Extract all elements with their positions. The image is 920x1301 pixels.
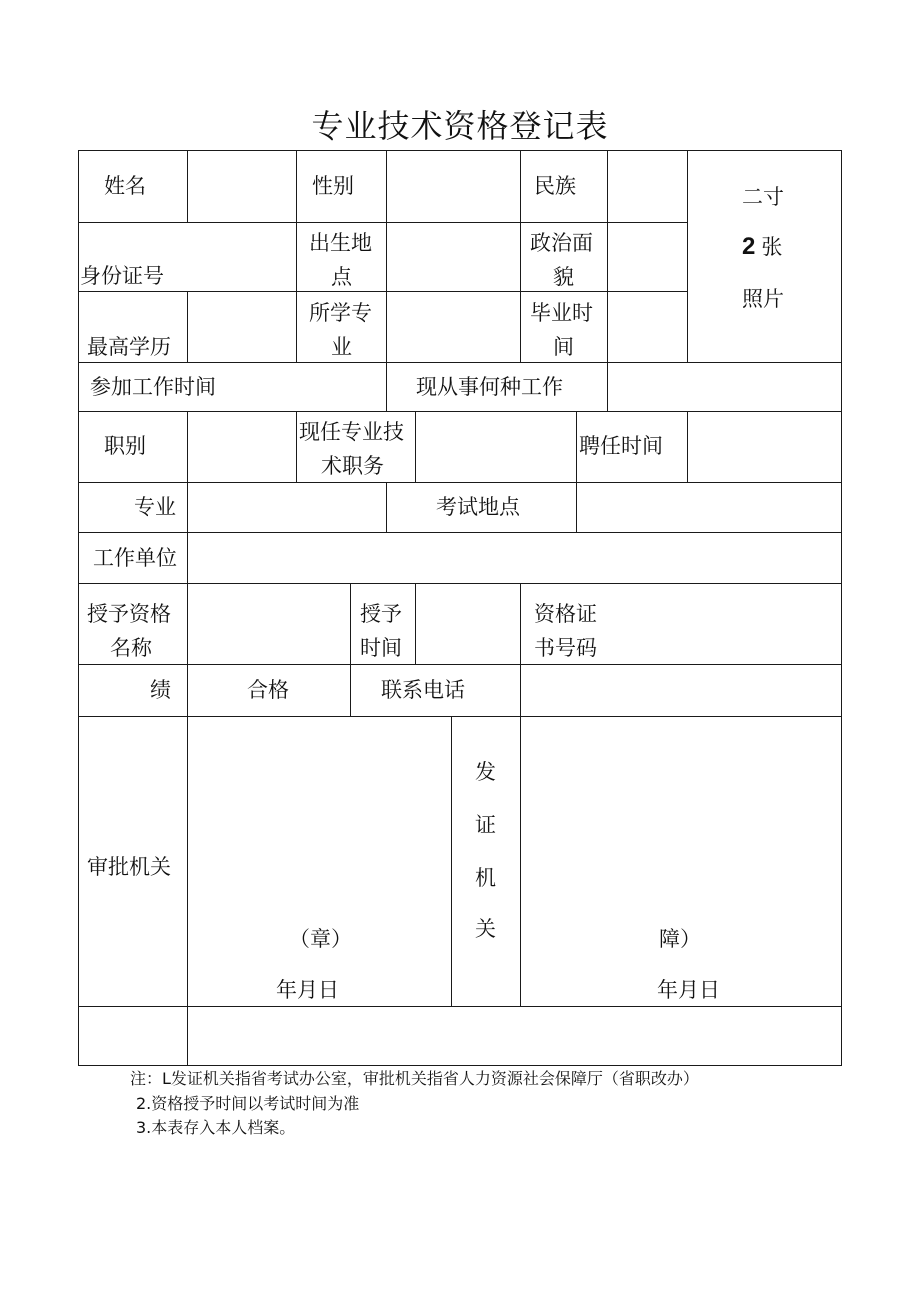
field-approval-seal[interactable]: [188, 717, 451, 1006]
label-work-start: 参加工作时间: [90, 375, 216, 399]
col-divider: [451, 716, 452, 1006]
field-appoint-time[interactable]: [688, 412, 841, 482]
field-major-studied[interactable]: [387, 292, 520, 362]
col-divider: [386, 482, 387, 532]
label-issuer-char1: 发: [475, 760, 496, 784]
label-qual-name-line2: 名称: [110, 636, 152, 660]
field-current-post[interactable]: [416, 412, 576, 482]
field-employer[interactable]: [188, 533, 841, 583]
label-birthplace-line2: 点: [331, 265, 352, 289]
label-graduation-line1: 毕业时: [530, 301, 593, 325]
label-qual-name-line1: 授予资格: [87, 602, 171, 626]
col-divider: [520, 150, 521, 362]
label-cert-no-line2: 书号码: [534, 636, 597, 660]
label-issuer-char4: 关: [475, 917, 496, 941]
col-divider: [187, 664, 188, 716]
label-graduation-line2: 间: [553, 335, 574, 359]
label-phone: 联系电话: [381, 678, 465, 702]
field-education[interactable]: [188, 292, 296, 362]
label-exam-place: 考试地点: [436, 495, 520, 519]
field-ethnicity[interactable]: [608, 151, 687, 222]
photo-label-count: [742, 230, 782, 264]
table-border: [78, 150, 79, 1066]
label-political-line1: 政治面: [530, 231, 593, 255]
label-grant-time-line2: 时间: [360, 636, 402, 660]
col-divider: [576, 411, 577, 482]
label-political-line2: 貌: [553, 265, 574, 289]
col-divider: [350, 664, 351, 716]
label-employer: 工作单位: [93, 546, 177, 570]
note-line-3: 3.本表存入本人档案。: [136, 1118, 296, 1137]
label-issuer-char3: 机: [475, 866, 496, 890]
label-rank: 职别: [104, 434, 146, 458]
label-current-work: 现从事何种工作: [416, 375, 563, 399]
field-remarks[interactable]: [188, 1007, 841, 1065]
label-major-studied-line2: 业: [331, 335, 352, 359]
field-id-number[interactable]: [188, 223, 296, 291]
label-education: 最高学历: [87, 335, 171, 359]
field-phone[interactable]: [521, 665, 841, 716]
field-qual-name[interactable]: [188, 584, 350, 664]
label-appoint-time: 聘任时间: [579, 434, 663, 458]
label-specialty: 专业: [134, 495, 176, 519]
col-divider: [386, 362, 387, 411]
table-border: [841, 150, 842, 1066]
label-score: 绩: [150, 678, 171, 702]
col-divider: [296, 150, 297, 362]
value-passed: 合格: [247, 678, 289, 702]
approval-seal-mark: （章）: [289, 927, 352, 951]
field-rank[interactable]: [188, 412, 296, 482]
field-graduation[interactable]: [608, 292, 687, 362]
field-exam-place[interactable]: [577, 483, 841, 532]
note-line-2: 2.资格授予时间以考试时间为准: [136, 1094, 360, 1113]
field-birthplace[interactable]: [387, 223, 520, 291]
photo-count-unit: 张: [761, 235, 783, 259]
label-approval-org: 审批机关: [87, 855, 171, 879]
note-line-1: 注：L发证机关指省考试办公室，审批机关指省人力资源社会保障厅（省职改办）: [130, 1069, 699, 1088]
label-name: 姓名: [104, 174, 146, 198]
field-specialty[interactable]: [188, 483, 386, 532]
field-issuer-seal[interactable]: [521, 717, 841, 1006]
photo-label-size: 二寸: [742, 185, 784, 209]
label-current-post-line1: 现任专业技: [299, 420, 404, 444]
label-major-studied-line1: 所学专: [309, 301, 372, 325]
col-divider: [520, 583, 521, 664]
field-political[interactable]: [608, 223, 687, 291]
field-name[interactable]: [188, 151, 296, 222]
field-current-work[interactable]: [608, 363, 841, 411]
row-divider: [78, 291, 688, 292]
issuer-date: 年月日: [657, 978, 720, 1002]
label-current-post-line2: 术职务: [321, 454, 384, 478]
col-divider: [350, 583, 351, 664]
row-divider: [78, 222, 688, 223]
label-gender: 性别: [312, 174, 354, 198]
col-divider: [296, 411, 297, 482]
label-grant-time-line1: 授予: [360, 602, 402, 626]
photo-label-photo: 照片: [742, 287, 784, 311]
label-birthplace-line1: 出生地: [309, 231, 372, 255]
label-issuer-char2: 证: [475, 813, 496, 837]
label-ethnicity: 民族: [534, 174, 576, 198]
label-cert-no-line1: 资格证: [534, 602, 597, 626]
photo-count-number: 2: [742, 233, 756, 260]
field-gender[interactable]: [387, 151, 520, 222]
label-id-number: 身份证号: [80, 264, 164, 288]
approval-date: 年月日: [276, 978, 339, 1002]
issuer-seal-mark: 障）: [659, 927, 701, 951]
form-title: 专业技术资格登记表: [311, 107, 609, 145]
field-grant-time[interactable]: [416, 584, 520, 664]
